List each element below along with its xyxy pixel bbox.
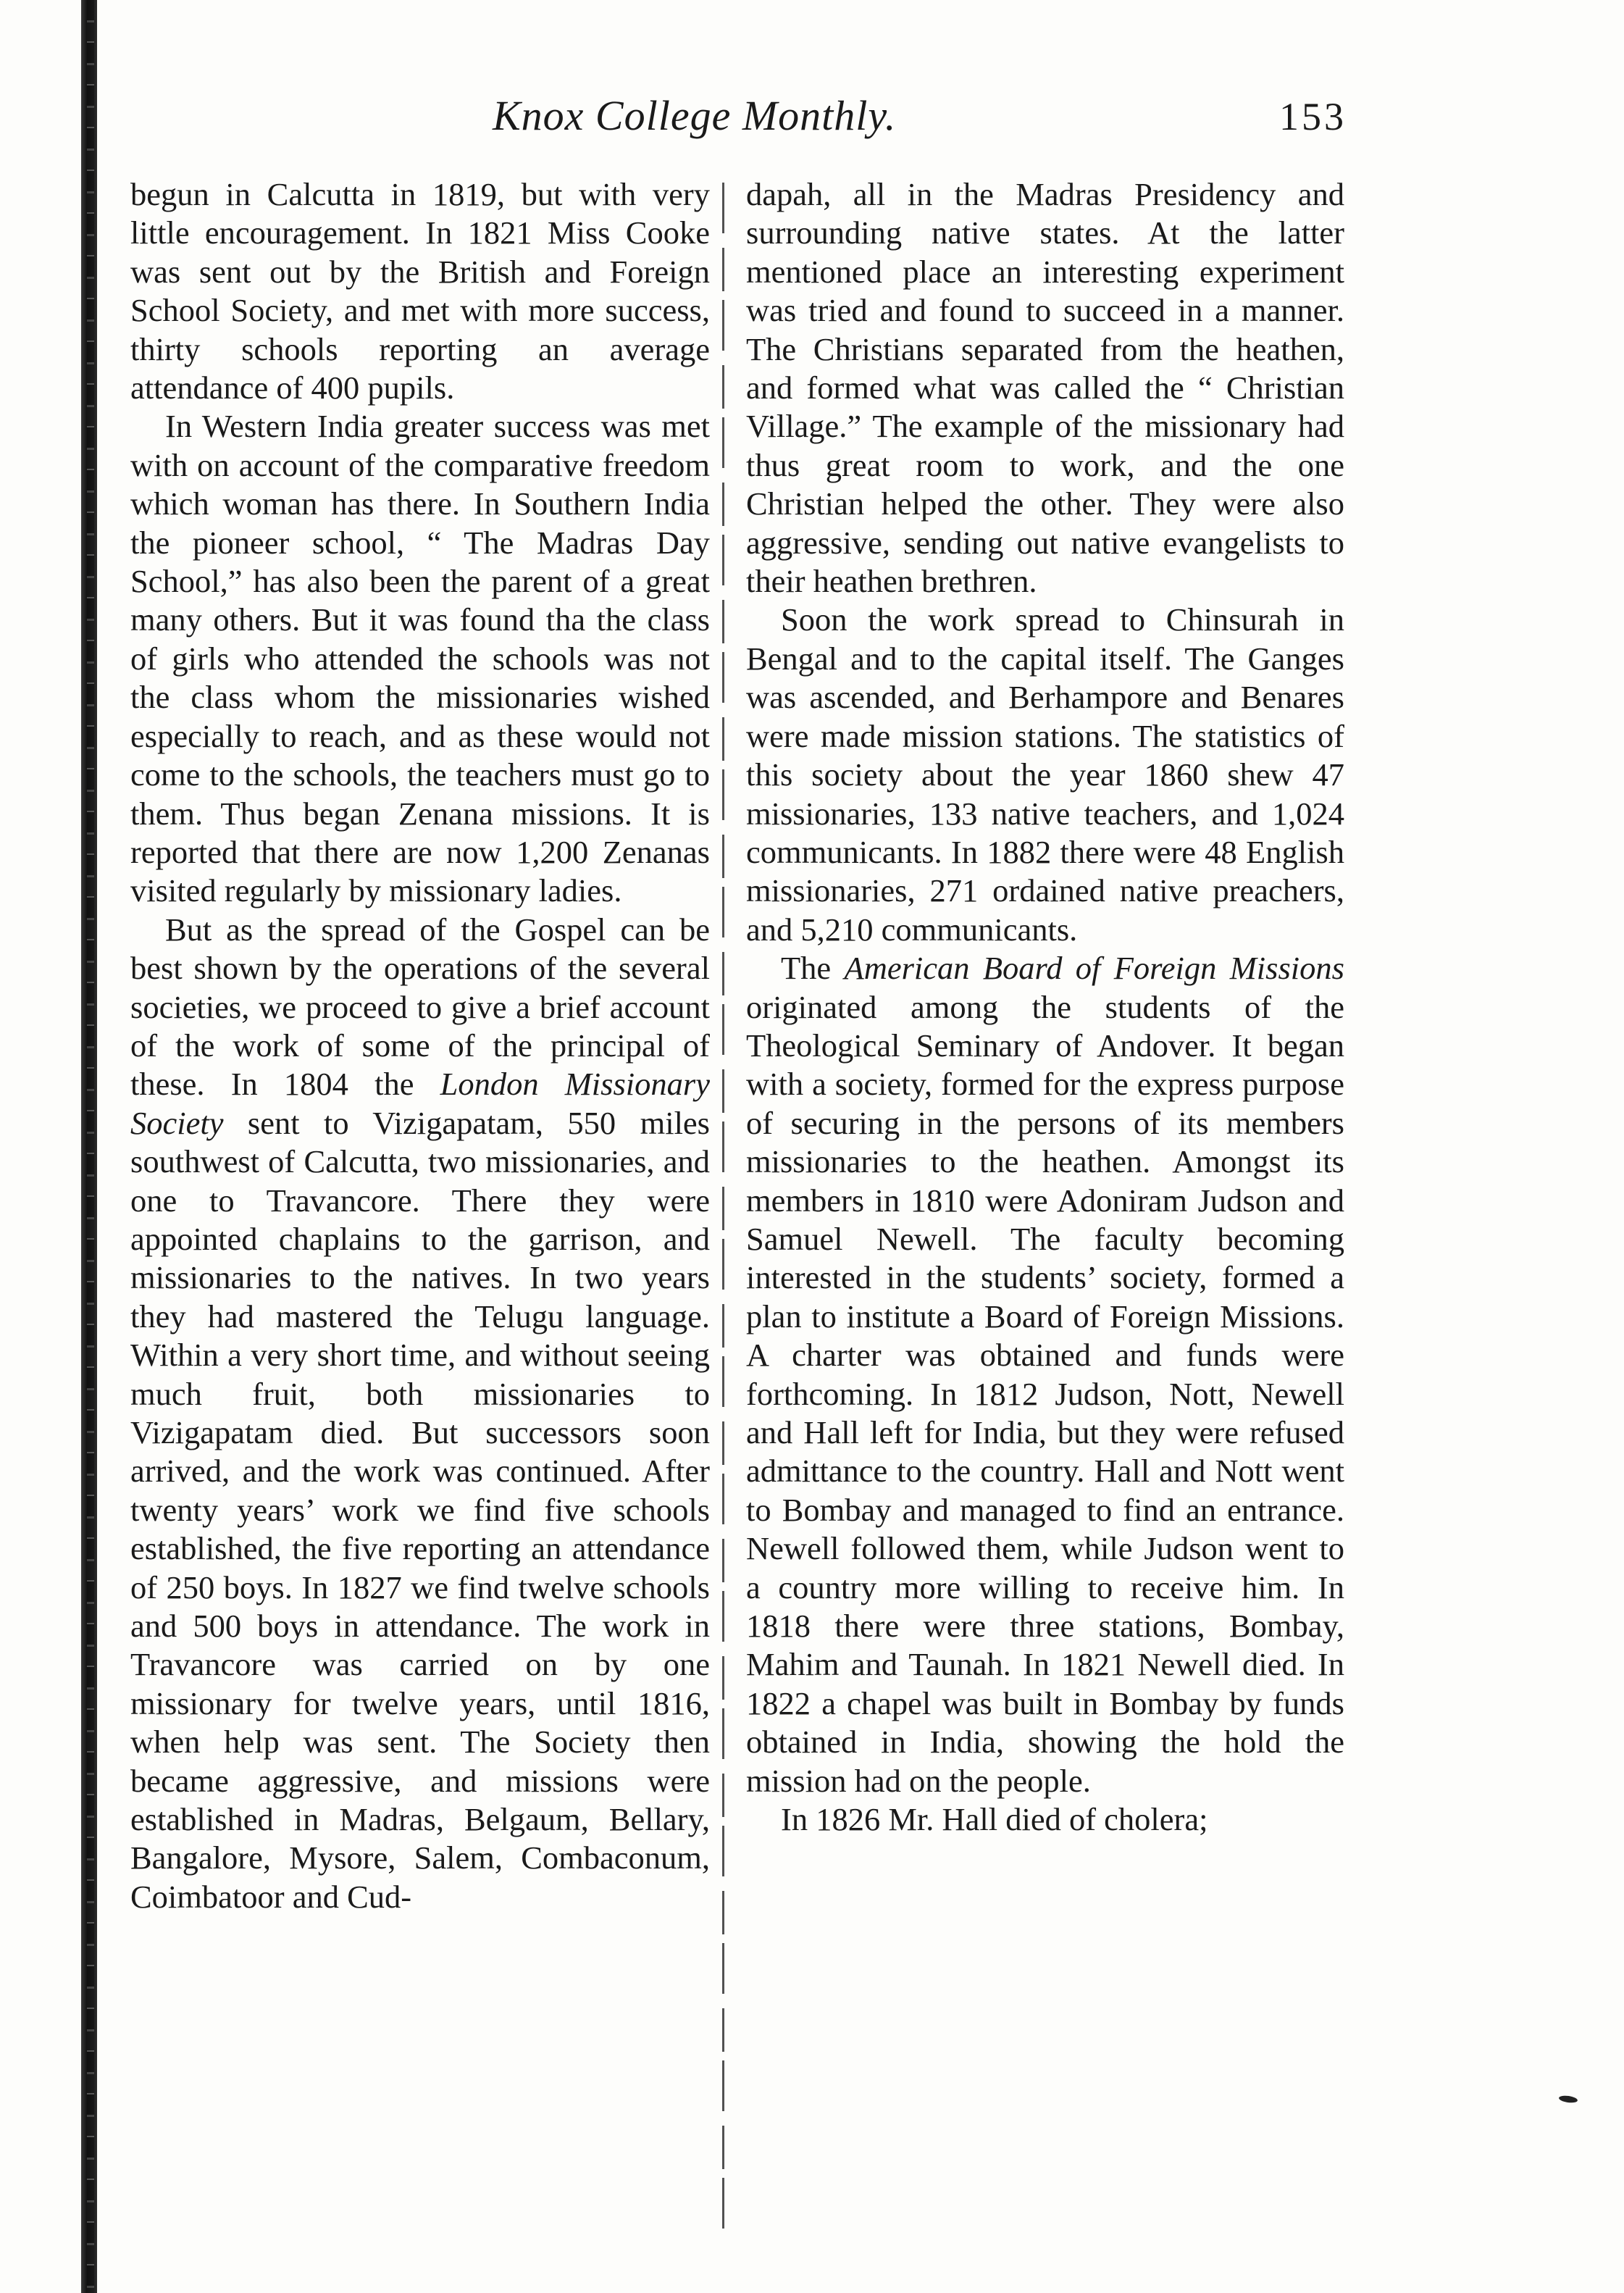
paragraph: dapah, all in the Madras Presidency and surrounding native states. At the latter mentioned place an interesting experiment was tried and found to succeed in a manner. The Christians separated from the heathen, and formed what was called the “ Christian Village.” The example of the missionary had thus great room to work, and the one Christian helped the other. They were also aggressive, sending out native evangelists to their heathen brethren. [746,176,1344,600]
page-header [0,91,1624,156]
running-title: Knox College Monthly. [493,92,897,139]
paragraph-text: But as the spread of the Gospel can be best shown by the operations of the several societies, we proceed to give a brief account of the work of some of the principal of these. In 1804 the [130,911,710,1103]
paragraph: In Western India greater success was met with on account of the comparative freedom which woman has there. In Southern India the pioneer school, “ The Madras Day School,” has also been the parent of a great many others. But it was found tha the class of girls who attended the schools was not the class whom the missionaries wished especially to reach, and as these would not come to the schools, the teachers must go to them. Thus began Zenana missions. It is reported that there are now 1,200 Zenanas visited regularly by missionary ladies. [130,408,710,909]
right-column [746,175,1344,1839]
page-number: 153 [1279,95,1347,138]
paragraph: In 1826 Mr. Hall died of cholera; [781,1801,1208,1838]
ink-smudge [1559,2094,1578,2104]
paragraph: begun in Calcutta in 1819, but with very little encouragement. In 1821 Miss Cooke was sent out by the British and Foreign School Society, and met with more success, thirty schools reporting an average attendance of 400 pupils. [130,176,710,406]
book-binding-edge [81,0,97,2293]
left-column [130,175,710,1916]
paragraph [130,911,710,1917]
paragraph-text: The [781,950,845,987]
board-name-italic: American Board of Foreign Missions [844,950,1344,987]
paragraph [746,949,1344,1800]
paragraph-text: originated among the students of the Theological Seminary of Andover. It began with a society, formed for the express purpose of securing in the persons of its members missionaries to the heathen. Amongst its members in 1810 were Adoniram Judson and Samuel Newell. The faculty becoming interested in the students’ society, formed a plan to institute a Board of Foreign Missions. A charter was obtained and funds were forthcoming. In 1812 Judson, Nott, Newell and Hall left for India, but they were refused admittance to the country. Hall and Nott went to Bombay and managed to find an entrance. Newell followed them, while Judson went to a country more willing to receive him. In 1818 there were three stations, Bombay, Mahim and Taunah. In 1821 Newell died. In 1822 a chapel was built in Bombay by funds obtained in India, showing the hold the mission had on the people. [746,988,1344,1799]
column-divider [722,183,724,2240]
society-name-italic: London Missionary Society [130,1066,710,1141]
paragraph-text: sent to Vizigapatam, 550 miles southwest of Calcutta, two missionaries, and one to Travancore. There they were appointed chaplains to the garrison, and missionaries to the natives. In two years they had mastered the Telugu language. Within a very short time, and without seeing much fruit, both missionaries to Vizigapatam died. But successors soon arrived, and the work was continued. After twenty years’ work we find five schools established, the five reporting an attendance of 250 boys. In 1827 we find twelve schools and 500 boys in attendance. The work in Travancore was carried on by one missionary for twelve years, until 1816, when help was sent. The Society then became aggressive, and missions were established in Madras, Belgaum, Bellary, Bangalore, Mysore, Salem, Combaconum, Coimbatoor and Cud- [130,1104,710,1915]
paragraph: Soon the work spread to Chinsurah in Bengal and to the capital itself. The Ganges was ascended, and Berhampore and Benares were made mission stations. The statistics of this society about the year 1860 shew 47 missionaries, 133 native teachers, and 1,024 communicants. In 1882 there were 48 English missionaries, 271 ordained native preachers, and 5,210 communicants. [746,601,1344,948]
